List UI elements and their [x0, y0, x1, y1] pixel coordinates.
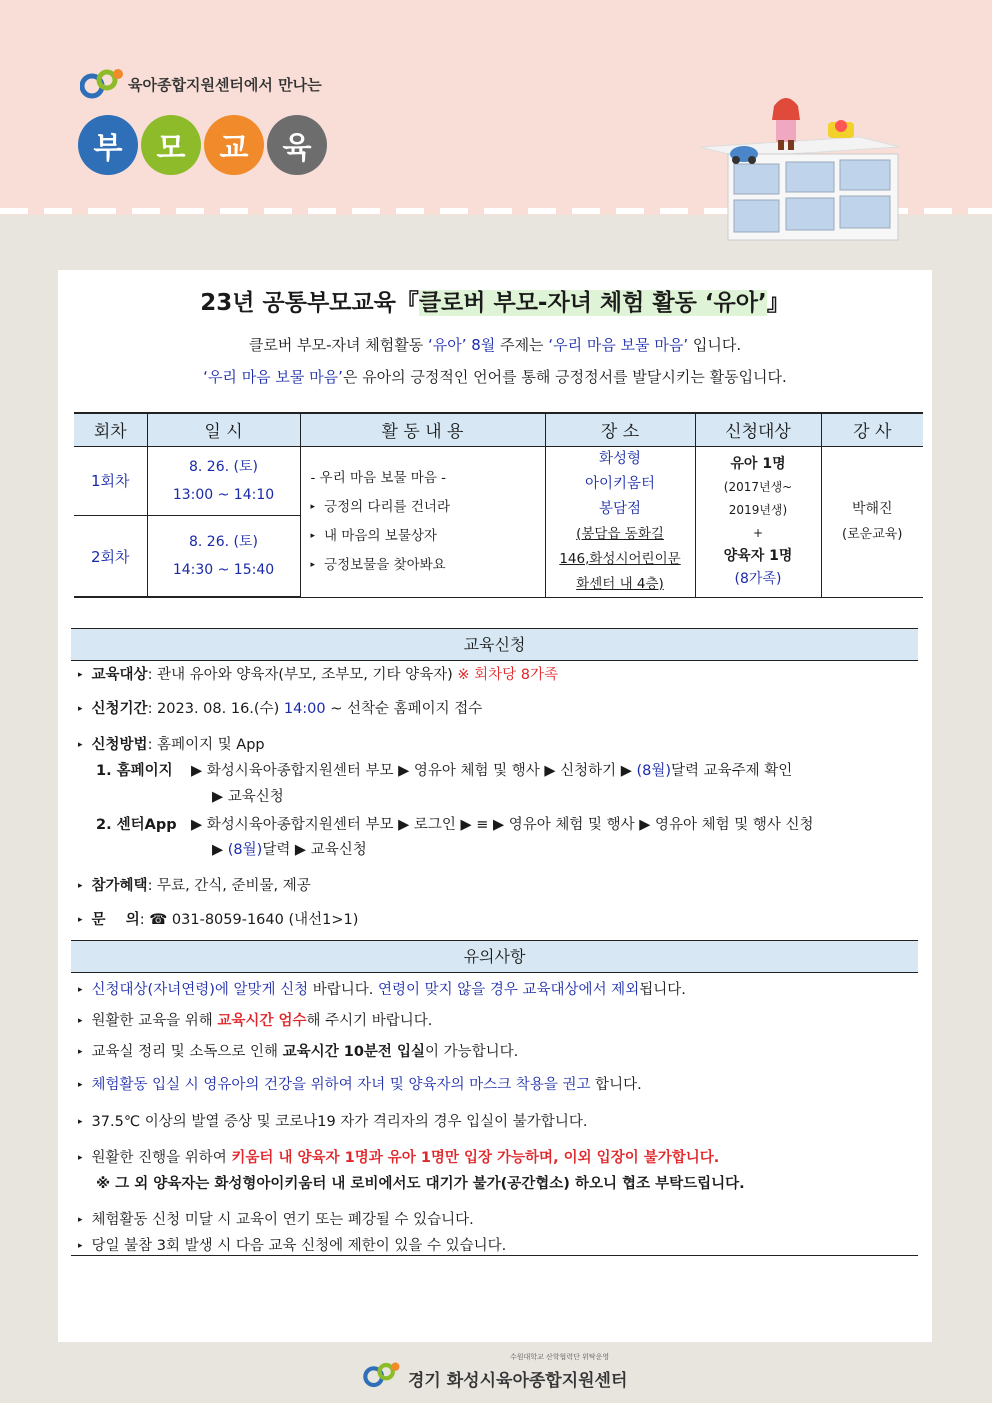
- notice-item: ▸ 체험활동 입실 시 영유아의 건강을 위하여 자녀 및 양육자의 마스크 착용을 권고 합니다.: [78, 1077, 642, 1093]
- center-logo: [80, 66, 322, 102]
- apply-homepage-row-2: ▶ 교육신청: [212, 789, 284, 805]
- title-badges: [78, 115, 327, 175]
- footer-logo: [360, 1352, 640, 1392]
- col-header-instructor: 강 사: [821, 413, 923, 446]
- instructor-cell: 박해진 (로운교육): [821, 446, 923, 597]
- apply-homepage-row: 1. 홈페이지 ▶ 화성시육아종합지원센터 부모 ▶ 영유아 체험 및 행사 ▶ 신청하기 ▶ (8월)달력 교육주제 확인: [96, 763, 793, 779]
- document-title: 23년 공통부모교육『클로버 부모-자녀 체험 활동 ‘유아’』: [200, 290, 790, 316]
- notice-item: ▸ 교육실 정리 및 소독으로 인해 교육시간 10분전 입실이 가능합니다.: [78, 1044, 519, 1060]
- toy-shelf-illustration: [700, 92, 900, 242]
- badge-bu: 부: [78, 115, 138, 175]
- activity-cell: - 우리 마음 보물 마음 - ▸ 긍정의 다리를 건너라 ▸ 내 마음의 보물상자 ▸ 긍정보물을 찾아봐요: [300, 446, 545, 597]
- table-header-row: [74, 413, 923, 446]
- apply-app-row: 2. 센터App ▶ 화성시육아종합지원센터 부모 ▶ 로그인 ▶ ≡ ▶ 영유아 체험 및 행사 ▶ 영유아 체험 및 행사 신청: [96, 817, 814, 833]
- title-highlight: 클로버 부모-자녀 체험 활동 ‘유아’: [418, 290, 767, 316]
- intro-line-2: ‘우리 마음 보물 마음’은 유아의 긍정적인 언어를 통해 긍정정서를 발달시키는 활동입니다.: [203, 368, 787, 386]
- apply-contact-row: ▸ 문 의: ☎ 031-8059-1640 (내선1>1): [78, 912, 359, 928]
- col-header-datetime: 일 시: [147, 413, 300, 446]
- notice-item: ▸ 37.5℃ 이상의 발열 증상 및 코로나19 자가 격리자의 경우 입실이 불가합니다.: [78, 1114, 588, 1130]
- apply-app-row-2: ▶ (8월)달력 ▶ 교육신청: [212, 842, 367, 858]
- notice-item: ▸ 원활한 진행을 위하여 키움터 내 양육자 1명과 유아 1명만 입장 가능하며, 이외 입장이 불가합니다.: [78, 1150, 720, 1166]
- notice-item: ▸ 체험활동 신청 미달 시 교육이 연기 또는 폐강될 수 있습니다.: [78, 1212, 474, 1228]
- badge-gyo: 교: [204, 115, 264, 175]
- footer-logo-icon: [360, 1360, 404, 1390]
- col-header-place: 장 소: [545, 413, 695, 446]
- apply-section-heading: 교육신청: [71, 628, 918, 661]
- apply-method-row: ▸ 신청방법: 홈페이지 및 App: [78, 737, 265, 753]
- target-cell: 유아 1명 (2017년생~ 2019년생) + 양육자 1명 (8가족): [695, 446, 821, 597]
- notice-section-heading: 유의사항: [71, 940, 918, 973]
- col-header-target: 신청대상: [695, 413, 821, 446]
- list-item: ▸ 긍정의 다리를 건너라: [310, 498, 450, 515]
- notice-item-note: ※ 그 외 양육자는 화성형아이키움터 내 로비에서도 대기가 불가(공간협소) 하오니 협조 부탁드립니다.: [96, 1176, 745, 1192]
- notice-item: ▸ 당일 불참 3회 발생 시 다음 교육 신청에 제한이 있을 수 있습니다.: [78, 1238, 507, 1254]
- datetime-cell: 8. 26. (토) 14:30 ~ 15:40: [147, 516, 300, 597]
- notice-item: ▸ 원활한 교육을 위해 교육시간 엄수해 주시기 바랍니다.: [78, 1013, 433, 1029]
- round-cell: 1회차: [74, 446, 147, 516]
- apply-target-row: ▸ 교육대상: 관내 유아와 양육자(부모, 조부모, 기타 양육자) ※ 회차당 8가족: [78, 667, 559, 683]
- apply-period-row: ▸ 신청기간: 2023. 08. 16.(수) 14:00 ~ 선착순 홈페이지 접수: [78, 701, 483, 717]
- schedule-table: [74, 412, 923, 598]
- notice-item: ▸ 신청대상(자녀연령)에 알맞게 신청 바랍니다. 연령이 맞지 않을 경우 교육대상에서 제외됩니다.: [78, 982, 686, 998]
- list-item: ▸ 내 마음의 보물상자: [310, 527, 437, 544]
- place-cell: 화성형 아이키움터 봉담점 (봉담읍 동화길 146,화성시어린이문 화센터 내 4층): [545, 446, 695, 597]
- intro-line-1: 클로버 부모-자녀 체험활동 ‘유아’ 8월 주제는 ‘우리 마음 보물 마음’ 입니다.: [248, 336, 742, 354]
- col-header-activity: 활 동 내 용: [300, 413, 545, 446]
- datetime-cell: 8. 26. (토) 13:00 ~ 14:10: [147, 446, 300, 516]
- notice-bottom-rule: [71, 1255, 918, 1256]
- logo-icon: [80, 66, 124, 102]
- badge-yuk: 육: [267, 115, 327, 175]
- col-header-round: 회차: [74, 413, 147, 446]
- badge-mo: 모: [141, 115, 201, 175]
- header-subtitle: 육아종합지원센터에서 만나는: [128, 75, 322, 94]
- table-row: [74, 446, 923, 516]
- round-cell: 2회차: [74, 516, 147, 597]
- footer-center-name: 경기 화성시육아종합지원센터: [408, 1371, 628, 1391]
- footer-operator: 수원대학교 산학협력단 위탁운영: [510, 1353, 610, 1361]
- main-card: [58, 270, 932, 1342]
- list-item: ▸ 긍정보물을 찾아봐요: [310, 556, 446, 573]
- apply-benefit-row: ▸ 참가혜택: 무료, 간식, 준비물, 제공: [78, 878, 311, 894]
